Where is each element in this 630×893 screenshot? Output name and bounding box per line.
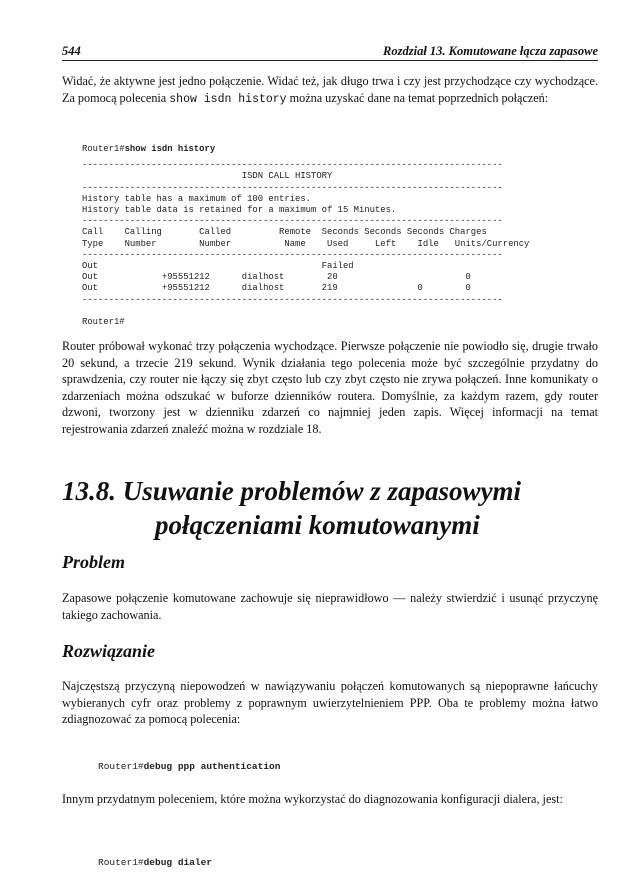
console-lines bbox=[82, 160, 529, 328]
intro-paragraph bbox=[62, 73, 598, 108]
console-line: ------------------------------------------------------------------------------- bbox=[82, 160, 503, 171]
chapter-title: Rozdział 13. Komutowane łącza zapasowe bbox=[383, 44, 598, 58]
console-line bbox=[82, 306, 529, 317]
console-debug-ppp: Router1#debug ppp authentication bbox=[98, 761, 281, 772]
section-title-2: połączeniami komutowanymi bbox=[155, 510, 480, 540]
console-line: Type Number Number Name Used Left Idle Units/Currency bbox=[82, 238, 530, 249]
console-line: Out +95551212 dialhost 20 0 bbox=[82, 272, 471, 283]
section-heading bbox=[62, 474, 521, 542]
console-line: Router1# bbox=[82, 317, 125, 328]
intro-text-end: można uzyskać dane na temat poprzednich połączeń: bbox=[286, 90, 549, 105]
console-line: Out +95551212 dialhost 219 0 0 bbox=[82, 283, 471, 294]
section-number: 13.8. bbox=[62, 476, 116, 506]
running-header bbox=[62, 44, 598, 61]
solution-text: Najczęstszą przyczyną niepowodzeń w nawiązywaniu połączeń komutowanych są niepoprawne łańcuchy wybieranych cyfr oraz problemy z poprawnym uwierzytelnieniem PPP. Oba te problemy można łatwo zdiagnozować za pomocą polecenia: bbox=[62, 679, 598, 727]
solution-text-2: Innym przydatnym poleceniem, które można wykorzystać do diagnozowania konfiguracji dialera, jest: bbox=[62, 792, 563, 806]
console-line: ISDN CALL HISTORY bbox=[82, 171, 333, 182]
console-line: ------------------------------------------------------------------------------- bbox=[82, 216, 503, 227]
console-line: History table has a maximum of 100 entries. bbox=[82, 193, 312, 204]
inline-command: show isdn history bbox=[169, 92, 287, 106]
solution-heading: Rozwiązanie bbox=[62, 641, 156, 661]
console-line: ------------------------------------------------------------------------------- bbox=[82, 182, 503, 193]
page-number: 544 bbox=[62, 44, 81, 58]
console-command-line: Router1#show isdn history bbox=[82, 144, 216, 154]
problem-text: Zapasowe połączenie komutowane zachowuje się nieprawidłowo — należy stwierdzić i usunąć przyczynę takiego zachowania. bbox=[62, 591, 598, 622]
console-line: ------------------------------------------------------------------------------- bbox=[82, 249, 503, 260]
paragraph: Router próbował wykonać trzy połączenia wychodzące. Pierwsze połączenie nie powiodło się, drugie trwało 20 sekund, a trzecie 219 sekund. Wynik działania tego polecenia może być szczególnie przydatny do sprawdzenia, czy router nie łączy się zbyt często lub czy zbyt często nie zrywa połączeń. Inne komunikaty o zdarzeniach można odszukać w buforze dzienników routera. Domyślnie, za każdym razem, gdy router dzwoni, tworzony jest w dzienniku zdarzeń co najmniej jeden zapis. Więcej informacji na temat rejestrowania zdarzeń znaleźć można w rozdziale 18. bbox=[62, 339, 598, 436]
console-output bbox=[82, 144, 529, 328]
console-line: ------------------------------------------------------------------------------- bbox=[82, 294, 503, 305]
section-title-1: Usuwanie problemów z zapasowymi bbox=[122, 476, 522, 506]
console-line: Out Failed bbox=[82, 261, 354, 272]
problem-heading: Problem bbox=[62, 552, 125, 572]
console-debug-dialer: Router1#debug dialer bbox=[98, 857, 213, 868]
intro-text: Widać, że aktywne jest jedno połączenie. Widać też, jak długo trwa i czy jest przychodzące czy wychodzące. Za pomocą polecenia bbox=[62, 74, 598, 105]
console-line: History table data is retained for a maximum of 15 Minutes. bbox=[82, 205, 397, 216]
console-line: Call Calling Called Remote Seconds Seconds Seconds Charges bbox=[82, 227, 487, 238]
